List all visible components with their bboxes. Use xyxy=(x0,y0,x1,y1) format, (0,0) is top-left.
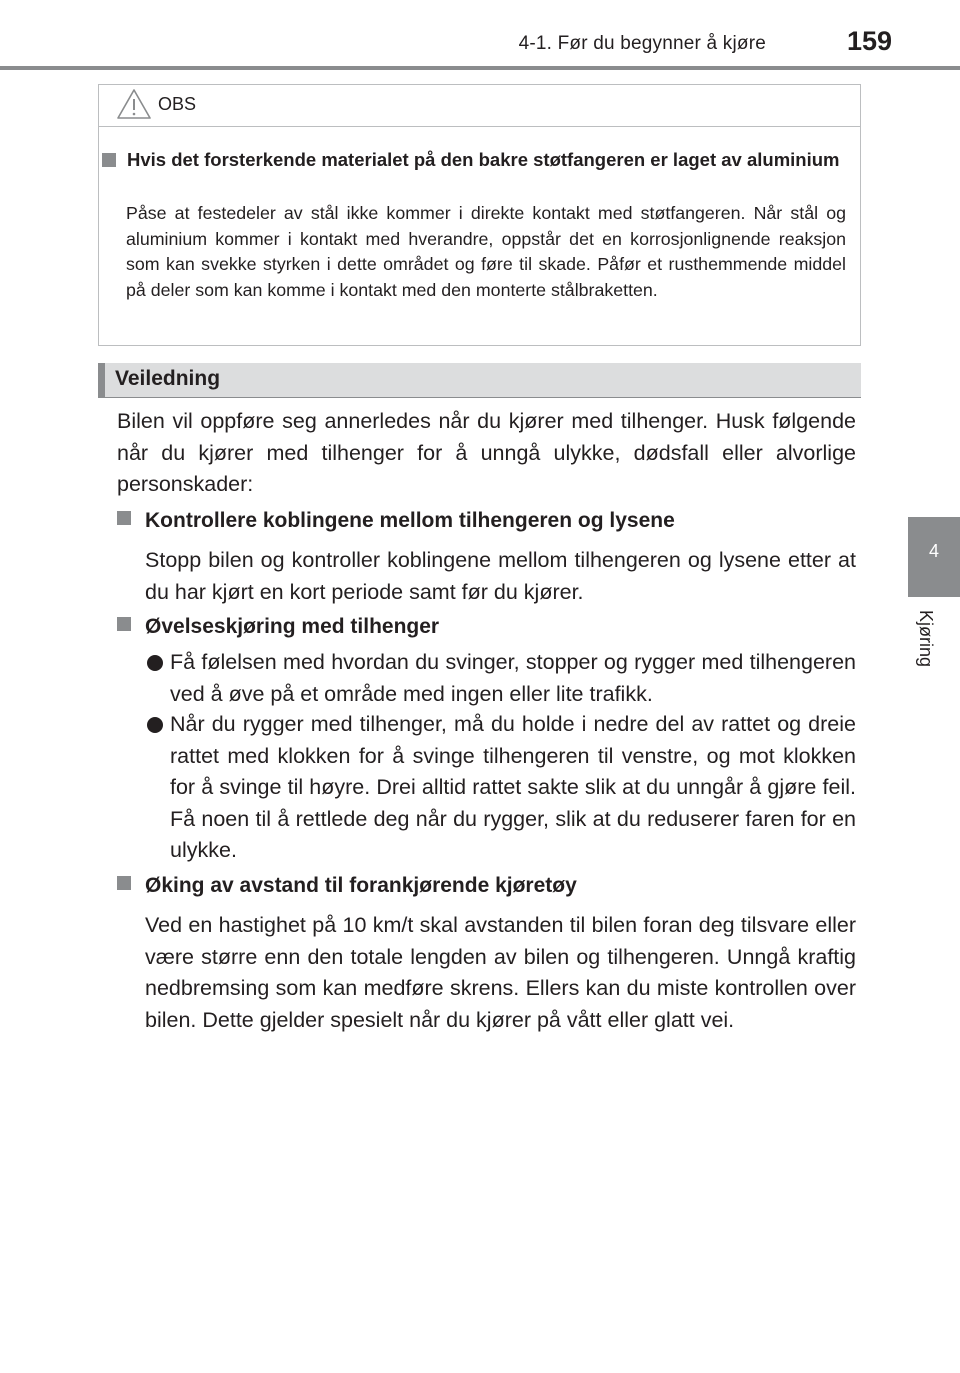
round-bullet-icon xyxy=(147,717,163,733)
caution-title-text: Hvis det forsterkende materialet på den bakre støtfangeren er laget av aluminium xyxy=(127,149,840,170)
caution-box xyxy=(98,84,861,346)
subheading-distance xyxy=(117,874,577,898)
page-number: 159 xyxy=(846,26,892,56)
square-bullet-icon xyxy=(117,511,131,525)
chapter-label: Kjøring xyxy=(916,610,936,668)
header-divider xyxy=(0,66,960,70)
section-header xyxy=(98,363,861,397)
chapter-number: 4 xyxy=(928,541,939,561)
square-bullet-icon xyxy=(117,617,131,631)
subheading-practice xyxy=(117,615,439,639)
caution-body: Påse at festedeler av stål ikke kommer i direkte kontakt med støtfangeren. Når stål og aluminium kommer i kontakt med hverandre, oppstår det en korrosjonlignende reaksjon som kan svekke styrken i dette området og føre til skade. Påfør et rusthemmende middel på deler som kan komme i kontakt med den monterte stålbraketten. xyxy=(126,203,846,300)
subheading-text: Øking av avstand til forankjørende kjøretøy xyxy=(145,874,577,897)
practice-bullet-2: Når du rygger med tilhenger, må du holde i nedre del av rattet og dreie rattet med klokken for å svinge tilhengeren til venstre, og mot klokken for å svinge til høyre. Drei alltid rattet sakte slik at du unngår å gjøre feil. Få noen til å rettlede deg når du rygger, slik at du reduserer faren for en ulykke. xyxy=(170,712,856,862)
caution-header xyxy=(99,85,860,127)
chapter-section-title: 4-1. Før du begynner å kjøre xyxy=(518,33,766,54)
caution-title xyxy=(127,147,850,173)
round-bullet-icon xyxy=(147,655,163,671)
section-title: Veiledning xyxy=(115,367,221,390)
subheading-text: Øvelseskjøring med tilhenger xyxy=(145,615,440,638)
coupling-paragraph: Stopp bilen og kontroller koblingene mellom tilhengeren og lysene etter at du har kjørt en kort periode samt før du kjører. xyxy=(145,548,856,604)
square-bullet-icon xyxy=(102,153,116,167)
subheading-coupling xyxy=(117,509,675,533)
subheading-text: Kontrollere koblingene mellom tilhengeren og lysene xyxy=(145,509,675,532)
chapter-tab xyxy=(908,517,960,597)
distance-paragraph: Ved en hastighet på 10 km/t skal avstanden til bilen foran deg tilsvare eller være større enn den totale lengden av bilen og tilhengeren. Unngå kraftig nedbremsing som kan medføre skrens. Ellers kan du miste kontrollen over bilen. Dette gjelder spesielt når du kjører på vått eller glatt vei. xyxy=(145,913,856,1032)
section-underline xyxy=(98,397,861,398)
warning-triangle-icon xyxy=(116,88,152,120)
intro-paragraph: Bilen vil oppføre seg annerledes når du kjører med tilhenger. Husk følgende når du kjører med tilhenger for å unngå ulykke, dødsfall eller alvorlige personskader: xyxy=(117,409,856,496)
practice-bullet-1: Få følelsen med hvordan du svinger, stopper og rygger med tilhengeren ved å øve på et område med ingen eller lite trafikk. xyxy=(170,650,856,706)
caution-label: OBS xyxy=(158,94,197,114)
square-bullet-icon xyxy=(117,876,131,890)
